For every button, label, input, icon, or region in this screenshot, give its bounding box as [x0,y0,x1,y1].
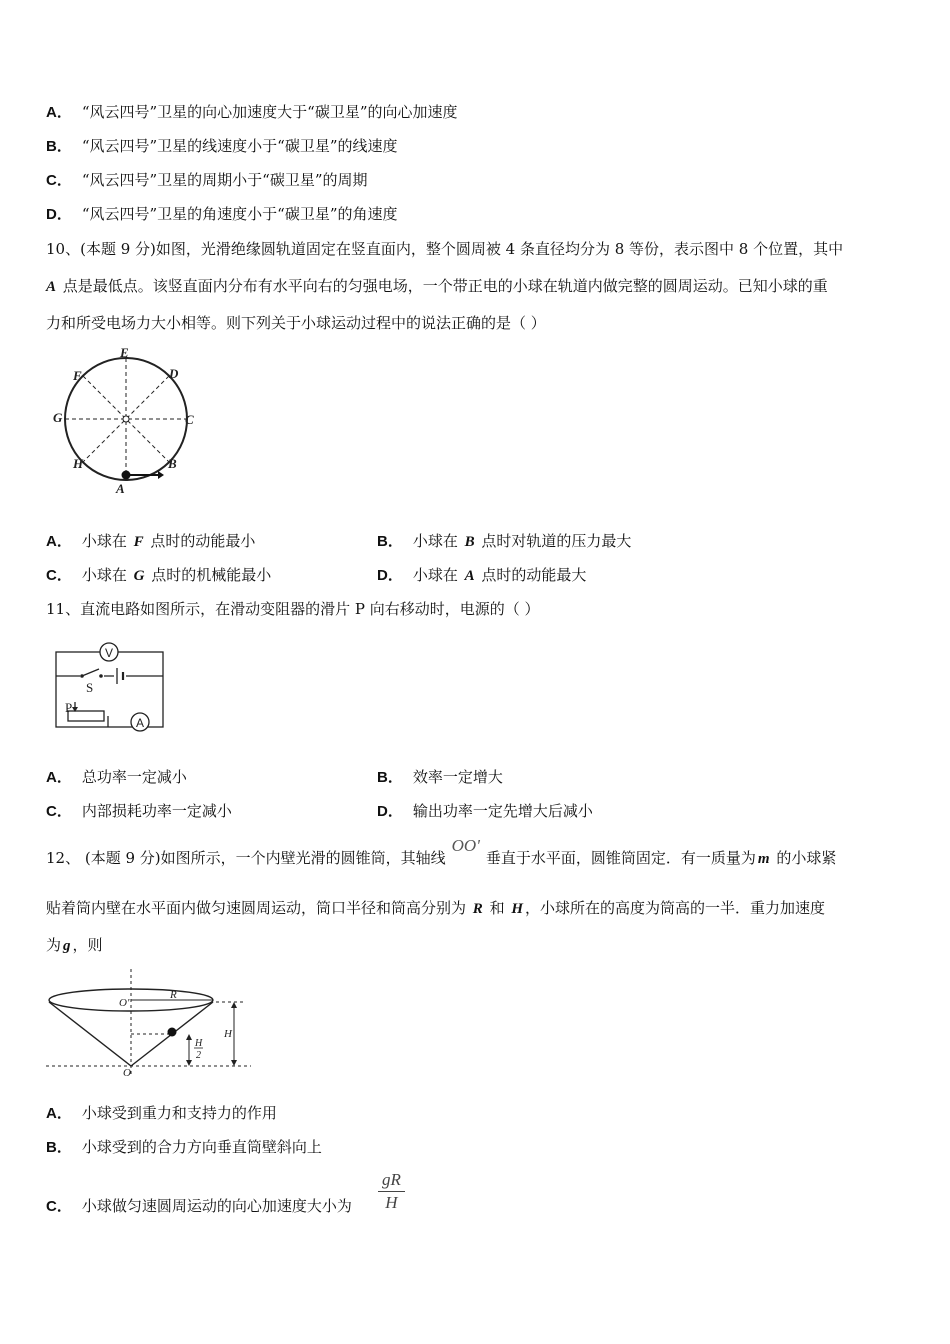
q12-stem-line3: 为 g ，则 [46,936,103,954]
fraction-denominator: H [385,1193,398,1212]
q10-option-b: B． 小球在 B 点时对轨道的压力最大 [377,532,632,550]
label-b: B [168,456,177,471]
q10-stem-line1: 10、(本题 9 分)如图，光滑绝缘圆轨道固定在竖直面内，整个圆周被 4 条直径均分为 8 等份，表示图中 8 个位置，其中 [46,240,844,258]
arrow-head-icon [158,471,164,479]
q9-option-d: D． “风云四号”卫星的角速度小于“碳卫星”的角速度 [46,205,398,223]
label-h: H [224,1028,232,1040]
q9-option-a: A． “风云四号”卫星的向心加速度大于“碳卫星”的向心加速度 [46,103,458,121]
label-half-num: H [195,1038,203,1049]
q10-option-a: A． 小球在 F 点时的动能最小 [46,532,256,550]
fraction-numerator: gR [378,1170,405,1192]
q12-stem-line2: 贴着筒内壁在水平面内做匀速圆周运动，筒口半径和筒高分别为 R 和 H ，小球所在的高度为筒高的一半．重力加速度 [46,899,826,917]
label-half-den: 2 [196,1050,201,1061]
q12-option-c: C． 小球做匀速圆周运动的向心加速度大小为 [46,1197,352,1215]
center-point [123,416,129,422]
q9-option-b: B． “风云四号”卫星的线速度小于“碳卫星”的线速度 [46,137,398,155]
axis-symbol: OO' [451,836,480,855]
q11-option-a: A． 总功率一定减小 [46,768,187,786]
label-f: F [73,368,82,383]
q11-option-d: D． 输出功率一定先增大后减小 [377,802,593,820]
label-r: R [170,989,177,1001]
acceleration-fraction [378,1170,405,1213]
q11-stem: 11、直流电路如图所示，在滑动变阻器的滑片 P 向右移动时，电源的（ ） [46,600,540,618]
rheostat-icon [68,711,104,721]
label-c: C [185,412,194,427]
ball [122,471,131,480]
q12-option-b: B． 小球受到的合力方向垂直筒壁斜向上 [46,1138,322,1156]
q11-option-b: B． 效率一定增大 [377,768,503,786]
q10-circle-figure [46,344,206,494]
slider-label: P [65,700,73,715]
q11-option-c: C． 内部损耗功率一定减小 [46,802,232,820]
q9-option-c: C． “风云四号”卫星的周期小于“碳卫星”的周期 [46,171,368,189]
ammeter-label: A [135,716,145,730]
q12-stem-line1: 12、 (本题 9 分)如图所示，一个内壁光滑的圆锥筒，其轴线OO'垂直于水平面，圆锥筒固定．有一质量为 m 的小球紧 [46,836,837,867]
cone-left-wall [49,1002,131,1066]
label-a: A [116,481,125,494]
voltmeter-label: V [104,646,114,660]
label-e: E [120,345,129,360]
label-h: H [73,456,84,471]
switch-label: S [86,680,94,695]
q11-circuit-figure [46,636,176,736]
q10-stem-line3: 力和所受电场力大小相等。则下列关于小球运动过程中的说法正确的是（ ） [46,314,546,332]
q10-option-c: C． 小球在 G 点时的机械能最小 [46,566,272,584]
label-o-prime: O' [119,997,130,1009]
label-o: O [123,1067,131,1079]
q12-option-a: A． 小球受到重力和支持力的作用 [46,1104,277,1122]
label-g: G [53,410,63,425]
q10-stem-line2: A 点是最低点。该竖直面内分布有水平向右的匀强电场，一个带正电的小球在轨道内做完整的圆周运动。已知小球的重 [46,277,828,295]
q12-cone-figure [46,964,256,1082]
q10-option-d: D． 小球在 A 点时的动能最大 [377,566,587,584]
ball [168,1028,177,1037]
label-d: D [169,366,179,381]
